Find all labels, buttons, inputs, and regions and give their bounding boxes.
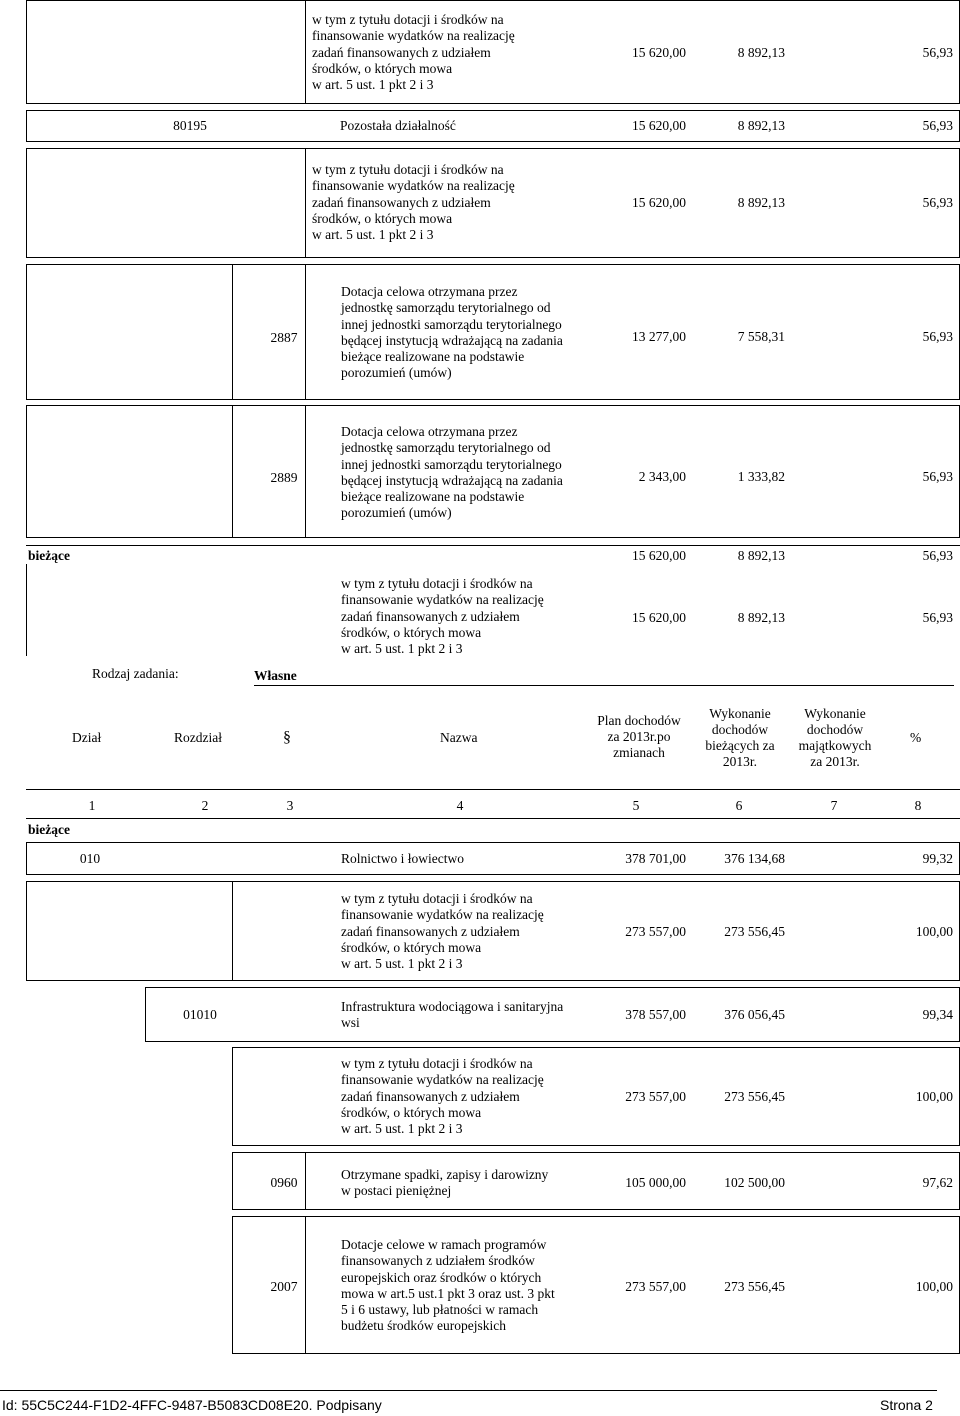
row-exec: 8 892,13 <box>737 45 785 60</box>
summary-plan: 15 620,00 <box>632 548 686 563</box>
row-exec: 376 134,68 <box>724 851 785 866</box>
row-exec: 7 558,31 <box>737 329 785 344</box>
row-name: Dotacja celowa otrzymana przez jednostkę samorządu terytorialnego od innej jednostki samorządu terytorialnego będącej instytucją wdrażającą na zadania bieżące realizowane na podstawie porozumień (umów) <box>341 284 563 381</box>
footer-document-id: Id: 55C5C244-F1D2-4FFC-9487-B5083CD08E20. Podpisany <box>2 1397 382 1413</box>
row-name: Infrastruktura wodociągowa i sanitaryjna wsi <box>341 999 564 1031</box>
column-divider <box>232 405 233 538</box>
row-exec: 273 556,45 <box>724 924 785 939</box>
header-number: 5 <box>632 798 640 813</box>
header-number: 6 <box>735 798 743 813</box>
row-exec: 273 556,45 <box>724 1089 785 1104</box>
row-pct: 56,93 <box>922 469 953 484</box>
row-exec: 1 333,82 <box>737 469 785 484</box>
header-nazwa: Nazwa <box>440 730 478 745</box>
row-exec: 8 892,13 <box>737 195 785 210</box>
row-code: 2887 <box>270 330 298 345</box>
row-exec: 8 892,13 <box>737 118 785 133</box>
row-plan: 273 557,00 <box>625 1279 686 1294</box>
summary-sub-plan: 15 620,00 <box>632 610 686 625</box>
row-plan: 15 620,00 <box>632 118 686 133</box>
row-plan: 15 620,00 <box>632 195 686 210</box>
row-pct: 100,00 <box>915 1089 953 1104</box>
summary-sub-name: w tym z tytułu dotacji i środków na finansowanie wydatków na realizację zadań finansowanych z udziałem środków, o których mowa w art. 5 ust. 1 pkt 2 i 3 <box>341 576 544 657</box>
row-plan: 2 343,00 <box>638 469 686 484</box>
row-name: w tym z tytułu dotacji i środków na finansowanie wydatków na realizację zadań finansowanych z udziałem środków, o których mowa w art. 5 ust. 1 pkt 2 i 3 <box>341 891 544 972</box>
summary-sub-exec: 8 892,13 <box>737 610 785 625</box>
row-pct: 56,93 <box>922 195 953 210</box>
row-plan: 273 557,00 <box>625 924 686 939</box>
row-name: Dotacja celowa otrzymana przez jednostkę samorządu terytorialnego od innej jednostki samorządu terytorialnego będącej instytucją wdrażającą na zadania bieżące realizowane na podstawie porozumień (umów) <box>341 424 563 521</box>
row-pct: 56,93 <box>922 45 953 60</box>
header-paragraph: § <box>283 729 291 746</box>
footer-page-number: Strona 2 <box>880 1397 933 1413</box>
row-plan: 378 701,00 <box>625 851 686 866</box>
task-type-value: Własne <box>254 668 297 683</box>
row-plan: 13 277,00 <box>632 329 686 344</box>
row-pct: 56,93 <box>922 329 953 344</box>
table-row <box>26 842 960 875</box>
section-label: bieżące <box>28 822 70 837</box>
row-pct: 56,93 <box>922 118 953 133</box>
row-code: 0960 <box>270 1175 298 1190</box>
header-number: 3 <box>286 798 294 813</box>
row-plan: 378 557,00 <box>625 1007 686 1022</box>
divider-line <box>26 818 960 819</box>
row-code: 2889 <box>270 470 298 485</box>
row-code: 2007 <box>270 1279 298 1294</box>
row-exec: 273 556,45 <box>724 1279 785 1294</box>
column-divider <box>305 148 306 258</box>
row-name: w tym z tytułu dotacji i środków na finansowanie wydatków na realizację zadań finansowanych z udziałem środków, o których mowa w art. 5 ust. 1 pkt 2 i 3 <box>312 162 515 243</box>
row-code: 01010 <box>183 1007 217 1022</box>
task-type-label: Rodzaj zadania: <box>92 666 179 681</box>
column-divider <box>232 881 233 981</box>
row-pct: 100,00 <box>915 1279 953 1294</box>
header-number: 7 <box>830 798 838 813</box>
header-number: 2 <box>201 798 209 813</box>
row-pct: 99,32 <box>922 851 953 866</box>
header-rozdzial: Rozdział <box>174 730 222 745</box>
header-dzial: Dział <box>72 730 102 745</box>
footer-divider <box>0 1390 937 1391</box>
summary-exec: 8 892,13 <box>737 548 785 563</box>
row-plan: 15 620,00 <box>632 45 686 60</box>
row-name: w tym z tytułu dotacji i środków na finansowanie wydatków na realizację zadań finansowanych z udziałem środków, o których mowa w art. 5 ust. 1 pkt 2 i 3 <box>341 1056 544 1137</box>
row-code: 010 <box>79 851 101 866</box>
column-divider <box>26 564 27 656</box>
row-plan: 105 000,00 <box>625 1175 686 1190</box>
row-plan: 273 557,00 <box>625 1089 686 1104</box>
divider-line <box>26 789 960 790</box>
column-divider <box>232 264 233 400</box>
divider-line <box>26 545 960 546</box>
column-divider <box>305 0 306 104</box>
header-wyk-biezace: Wykonanie dochodów bieżących za 2013r. <box>705 706 775 769</box>
row-name: Rolnictwo i łowiectwo <box>341 851 464 866</box>
row-exec: 102 500,00 <box>724 1175 785 1190</box>
row-name: Otrzymane spadki, zapisy i darowizny w postaci pieniężnej <box>341 1167 549 1199</box>
summary-label: bieżące <box>28 548 70 563</box>
header-number: 8 <box>914 798 922 813</box>
row-name: Pozostała działalność <box>340 118 456 133</box>
row-pct: 100,00 <box>915 924 953 939</box>
header-plan: Plan dochodów za 2013r.po zmianach <box>597 713 681 760</box>
summary-sub-pct: 56,93 <box>922 610 953 625</box>
header-number: 4 <box>456 798 464 813</box>
row-name: w tym z tytułu dotacji i środków na finansowanie wydatków na realizację zadań finansowanych z udziałem środków, o których mowa w art. 5 ust. 1 pkt 2 i 3 <box>312 12 515 93</box>
row-pct: 97,62 <box>922 1175 953 1190</box>
row-code: 80195 <box>173 118 207 133</box>
divider-line <box>254 685 954 686</box>
row-pct: 99,34 <box>922 1007 953 1022</box>
row-exec: 376 056,45 <box>724 1007 785 1022</box>
summary-pct: 56,93 <box>922 548 953 563</box>
row-name: Dotacje celowe w ramach programów finansowanych z udziałem środków europejskich oraz środków o których mowa w art.5 ust.1 pkt 3 oraz ust. 3 pkt 5 i 6 ustawy, lub płatności w ramach budżetu środków europejskich <box>341 1237 555 1334</box>
header-wyk-majatkowe: Wykonanie dochodów majątkowych za 2013r. <box>798 706 872 769</box>
header-number: 1 <box>88 798 96 813</box>
header-pct: % <box>910 730 922 745</box>
